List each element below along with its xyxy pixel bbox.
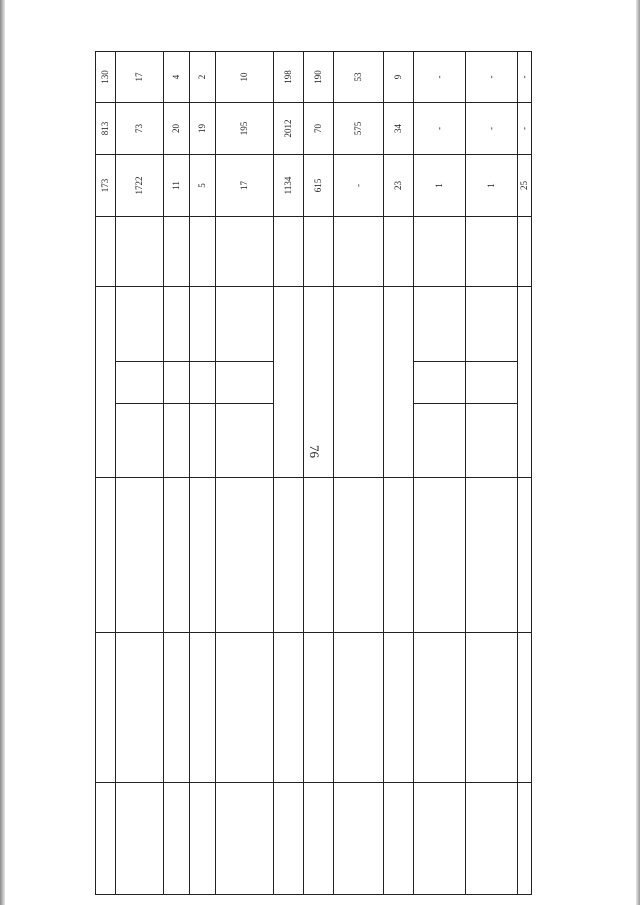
table-cell: - <box>334 154 384 216</box>
table-cell <box>414 633 466 783</box>
table-cell: 10 <box>216 51 274 102</box>
table-cell: 25 <box>518 154 532 216</box>
table-cell: 2012 <box>274 102 304 154</box>
table-cell: 17 <box>116 51 164 102</box>
table-cell <box>190 633 216 783</box>
table-cell <box>414 362 466 404</box>
table-cell <box>96 478 116 633</box>
page-number: 76 <box>307 445 322 458</box>
table-cell <box>96 286 116 477</box>
table-cell: - <box>466 51 518 102</box>
table-cell: 70 <box>304 102 334 154</box>
table-cell <box>190 783 216 895</box>
table-cell: 34 <box>384 102 414 154</box>
table-cell: 4 <box>164 51 190 102</box>
table-cell: - <box>518 102 532 154</box>
table-cell <box>414 783 466 895</box>
table-cell: 615 <box>304 154 334 216</box>
table-cell <box>466 633 518 783</box>
table-cell <box>518 216 532 286</box>
table-cell: - <box>518 51 532 102</box>
table-cell <box>414 216 466 286</box>
table-cell <box>190 404 216 478</box>
table-cell <box>116 478 164 633</box>
table-cell <box>164 216 190 286</box>
table-cell <box>216 362 274 404</box>
table-cell <box>466 478 518 633</box>
table-cell <box>518 286 532 477</box>
table-cell: 9 <box>384 51 414 102</box>
table-cell: 195 <box>216 102 274 154</box>
table-cell: 130 <box>96 51 116 102</box>
table-cell <box>116 783 164 895</box>
table-cell <box>116 404 164 478</box>
table-cell <box>414 404 466 478</box>
table-cell <box>518 633 532 783</box>
table-row <box>116 51 164 894</box>
table-cell <box>190 478 216 633</box>
table-cell <box>334 633 384 783</box>
table-cell <box>304 478 334 633</box>
table-cell: 1722 <box>116 154 164 216</box>
table-cell: - <box>466 102 518 154</box>
table-cell <box>190 286 216 361</box>
table-row <box>414 51 466 894</box>
table-cell <box>164 286 190 361</box>
table-cell: 53 <box>334 51 384 102</box>
table-cell: 20 <box>164 102 190 154</box>
table-cell: 11 <box>164 154 190 216</box>
table-cell <box>466 362 518 404</box>
table-cell <box>216 478 274 633</box>
fire-resources-table <box>95 51 532 895</box>
table-cell: 813 <box>96 102 116 154</box>
table-cell <box>164 362 190 404</box>
table-cell: 73 <box>116 102 164 154</box>
table-row <box>274 51 304 894</box>
table-cell <box>384 478 414 633</box>
table-cell: 23 <box>384 154 414 216</box>
table-cell <box>274 216 304 286</box>
table-cell: 190 <box>304 51 334 102</box>
table-cell <box>216 286 274 361</box>
table-cell <box>518 783 532 895</box>
table-cell <box>216 633 274 783</box>
table-cell: 1 <box>414 154 466 216</box>
table-cell <box>216 404 274 478</box>
table-cell <box>466 783 518 895</box>
table-cell <box>96 633 116 783</box>
table-cell <box>304 216 334 286</box>
table-cell <box>216 216 274 286</box>
table-cell: 17 <box>216 154 274 216</box>
table-cell <box>164 404 190 478</box>
table-row <box>304 51 334 894</box>
table-cell <box>164 633 190 783</box>
table-cell: 1134 <box>274 154 304 216</box>
table-cell <box>116 362 164 404</box>
table-cell <box>384 783 414 895</box>
table-cell: 2 <box>190 51 216 102</box>
table-cell: - <box>414 102 466 154</box>
table-cell: - <box>414 51 466 102</box>
table-row <box>216 51 274 894</box>
table-cell <box>96 216 116 286</box>
table-row <box>164 51 190 894</box>
table-row <box>334 51 384 894</box>
scan-edge-right <box>636 0 640 905</box>
table-row <box>384 51 414 894</box>
table-cell <box>164 478 190 633</box>
table-cell <box>304 633 334 783</box>
table-cell <box>384 633 414 783</box>
table-cell <box>334 478 384 633</box>
table-row <box>518 51 532 894</box>
table-row <box>190 51 216 894</box>
table-cell <box>384 216 414 286</box>
table-cell: 198 <box>274 51 304 102</box>
table-cell <box>116 216 164 286</box>
table-cell: 19 <box>190 102 216 154</box>
table-cell <box>190 362 216 404</box>
table-cell <box>518 478 532 633</box>
table-cell: 173 <box>96 154 116 216</box>
table-cell <box>274 783 304 895</box>
table-cell <box>334 216 384 286</box>
table-cell <box>466 216 518 286</box>
table-cell <box>274 478 304 633</box>
table-cell <box>116 633 164 783</box>
table-cell <box>190 216 216 286</box>
table-cell <box>466 286 518 361</box>
table-cell <box>116 286 164 361</box>
table-cell <box>274 633 304 783</box>
table-cell: 575 <box>334 102 384 154</box>
table-cell: 1 <box>466 154 518 216</box>
table-cell <box>274 286 304 477</box>
table-cell <box>216 783 274 895</box>
scan-edge-left <box>0 0 5 905</box>
table-cell <box>466 404 518 478</box>
rotated-table-wrapper <box>95 52 531 895</box>
table-cell <box>334 783 384 895</box>
table-cell <box>304 286 334 477</box>
table-row <box>96 51 116 894</box>
table-cell <box>164 783 190 895</box>
table-row <box>466 51 518 894</box>
table-cell: 5 <box>190 154 216 216</box>
table-cell <box>384 286 414 477</box>
table-cell <box>96 783 116 895</box>
table-cell <box>414 478 466 633</box>
table-cell <box>414 286 466 361</box>
table-cell <box>334 286 384 477</box>
table-cell <box>304 783 334 895</box>
